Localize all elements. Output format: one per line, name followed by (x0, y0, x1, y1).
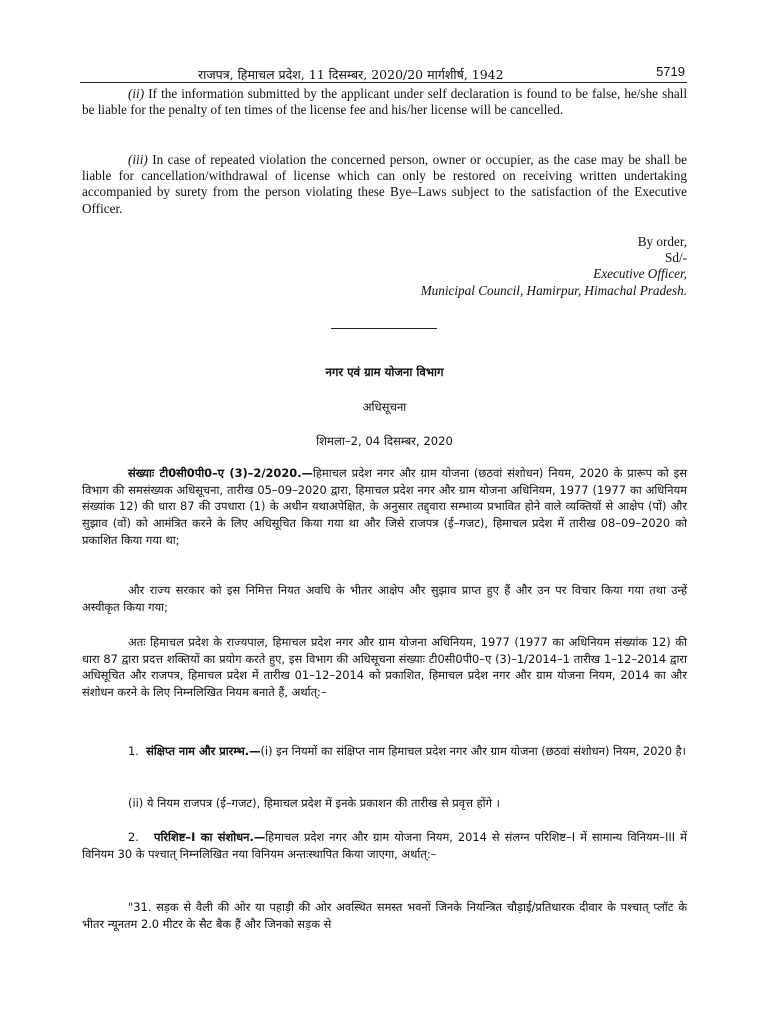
para-1-text: हिमाचल प्रदेश नगर और ग्राम योजना (छठवां संशोधन) नियम, 2020 के प्रारूप को इस विभाग की समसंख्यक अधिसूचना, तारीख 05–09–2020 द्वारा, हिमाचल प्रदेश नगर और ग्राम योजना अधिनियम, 1977 (1977 का अधिनियम संख्यांक 12) की धारा 87 की उपधारा (1) के अधीन यथाअपेक्षित, के अनुसार तद्द्वारा सम्भाव्य प्रभावित होने वाले व्यक्तियों से आक्षेप (पों) और सुझाव (वों) को आमंत्रित करने के लिए अधिसूचित किया गया था और जिसे राजपत्र (ई–गजट), हिमाचल प्रदेश में तारीख 08–09–2020 को प्रकाशित किया गया था; (82, 466, 687, 547)
english-para-iii (82, 152, 687, 217)
para-ii-text: If the information submitted by the applicant under self declaration is found to be false, he/she shall be liable for the penalty of ten times of the license fee and his/her license will be cancelled. (82, 86, 687, 118)
rule-1-text: (i) इन नियमों का संक्षिप्त नाम हिमाचल प्रदेश नगर और ग्राम योजना (छठवां संशोधन) नियम, 2020 है। (260, 744, 686, 758)
rule-1-para (82, 743, 687, 760)
notification-para-1 (82, 465, 687, 549)
notification-title: अधिसूचना (362, 400, 407, 414)
rule-1-number: 1. (128, 744, 139, 758)
place-date: शिमला–2, 04 दिसम्बर, 2020 (316, 434, 453, 448)
rule-1-heading: संक्षिप्त नाम और प्रारम्भ.— (146, 744, 261, 758)
rule-1-ii-para: (ii) ये नियम राजपत्र (ई–गजट), हिमाचल प्रदेश में इनके प्रकाशन की तारीख से प्रवृत्त होंगे । (128, 796, 500, 810)
para-iii-marker: (iii) (128, 152, 148, 167)
signature-sd: Sd/- (665, 250, 687, 265)
rule-2-text: हिमाचल प्रदेश नगर और ग्राम योजना नियम, 2014 से संलग्न परिशिष्ट–I में सामान्य विनियम–III में विनियम 30 के पश्चात् निम्नलिखित नया विनियम अन्तःस्थापित किया जाएगा, अर्थात्:– (82, 830, 687, 861)
department-heading: नगर एवं ग्राम योजना विभाग (325, 365, 444, 379)
signature-office: Municipal Council, Hamirpur, Himachal Pradesh. (420, 283, 687, 298)
regulation-31-para: "31. सड़क से वैली की ओर या पहाड़ी की ओर अवस्थित समस्त भवनों जिनके नियन्त्रित चौड़ाई/प्रतिधारक दीवार के पश्चात् प्लॉट के भीतर न्यूनतम 2.0 मीटर के सैट बैक हैं और जिनको सड़क से (82, 900, 687, 931)
para-ii-marker: (ii) (128, 86, 145, 101)
signature-by-order: By order, (637, 234, 687, 249)
rule-2-heading: परिशिष्ट–I का संशोधन.— (153, 830, 266, 844)
rule-2-para (82, 829, 687, 862)
english-para-ii (82, 86, 687, 118)
section-divider (331, 328, 437, 329)
signature-designation: Executive Officer, (593, 266, 687, 281)
notification-para-3: अतः हिमाचल प्रदेश के राज्यपाल, हिमाचल प्रदेश नगर और ग्राम योजना अधिनियम, 1977 (1977 का अधिनियम संख्यांक 12) की धारा 87 द्वारा प्रदत्त शक्तियों का प्रयोग करते हुए, इस विभाग की अधिसूचना संख्याः टी0सी0पी0–ए (3)–1/2014–1 तारीख 1–12–2014 द्वारा अधिसूचित और राजपत्र, हिमाचल प्रदेश में तारीख 01–12–2014 को प्रकाशित, हिमाचल प्रदेश नगर और ग्राम योजना नियम, 2014 का और संशोधन करने के लिए निम्नलिखित नियम बनाते हैं, अर्थात्:– (82, 635, 687, 700)
gazette-header-line: राजपत्र, हिमाचल प्रदेश, 11 दिसम्बर, 2020/20 मार्गशीर्ष, 1942 (198, 67, 504, 82)
notification-number: संख्याः टी0सी0पी0–ए (3)–2/2020.— (128, 466, 313, 480)
header-rule (80, 82, 687, 83)
page-header (80, 64, 687, 84)
notification-para-2: और राज्य सरकार को इस निमित्त नियत अवधि के भीतर आक्षेप और सुझाव प्राप्त हुए हैं और उन पर विचार किया गया तथा उन्हें अस्वीकृत किया गया; (82, 583, 687, 614)
para-iii-text: In case of repeated violation the concerned person, owner or occupier, as the case may be shall be liable for cancellation/withdrawal of license which can only be restored on receiving written undertaking accompanied by surety from the person violating these Bye–Laws subject to the satisfaction of the Executive Officer. (82, 152, 687, 216)
page-number: 5719 (656, 64, 685, 79)
rule-2-number: 2. (128, 830, 139, 844)
